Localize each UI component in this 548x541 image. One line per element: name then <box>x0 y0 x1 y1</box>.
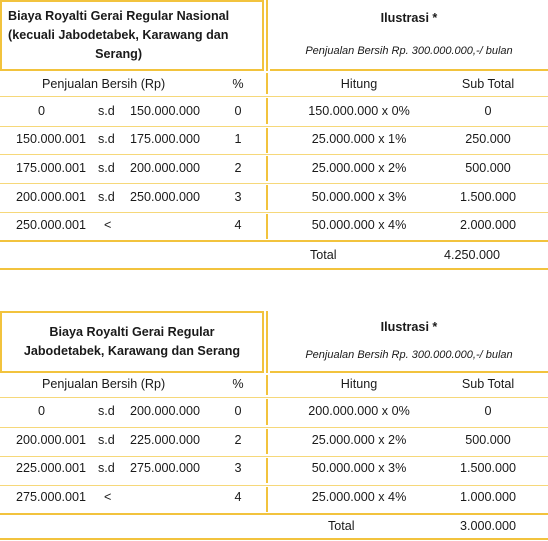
row-divider <box>0 485 548 486</box>
row-divider <box>0 240 548 242</box>
range-from: 0 <box>38 104 46 118</box>
range-sep: s.d <box>98 104 115 118</box>
column-divider <box>266 375 268 395</box>
column-divider <box>266 98 268 124</box>
subtotal: 1.000.000 <box>459 490 517 504</box>
col-header-hitung: Hitung <box>340 77 378 91</box>
column-divider <box>266 399 268 425</box>
total-value: 4.250.000 <box>444 248 501 262</box>
illustration-header <box>270 0 548 71</box>
range-sep: s.d <box>98 132 115 146</box>
hitung: 25.000.000 x 2% <box>311 161 407 175</box>
subtotal: 1.500.000 <box>459 461 517 475</box>
pct: 1 <box>234 132 242 146</box>
hitung: 50.000.000 x 4% <box>311 218 407 232</box>
range-to: 175.000.000 <box>130 132 201 146</box>
row-divider <box>0 456 548 457</box>
range-from: 0 <box>38 404 46 418</box>
subtotal: 500.000 <box>465 433 511 447</box>
title-line: Serang) <box>95 47 143 61</box>
illustration-subtitle: Penjualan Bersih Rp. 300.000.000,-/ bulan <box>305 349 513 361</box>
range-sep: s.d <box>98 433 115 447</box>
hitung: 150.000.000 x 0% <box>308 104 410 118</box>
col-header-pct: % <box>232 77 244 91</box>
col-header-subtotal: Sub Total <box>461 77 515 91</box>
hitung: 50.000.000 x 3% <box>311 190 407 204</box>
column-divider <box>266 311 268 373</box>
row-divider <box>0 538 548 540</box>
total-value: 3.000.000 <box>460 519 517 533</box>
range-from: 250.000.001 <box>15 218 86 232</box>
row-divider <box>0 154 548 155</box>
column-divider <box>266 487 268 512</box>
range-to: 250.000.000 <box>130 190 201 204</box>
range-sep: s.d <box>98 404 115 418</box>
row-divider <box>0 397 548 398</box>
range-to: 200.000.000 <box>130 161 201 175</box>
table-title <box>0 0 264 71</box>
subtotal: 2.000.000 <box>459 218 517 232</box>
row-divider <box>0 126 548 127</box>
total-label: Total <box>310 248 337 262</box>
col-header-subtotal: Sub Total <box>461 377 515 391</box>
range-sep: < <box>104 490 112 504</box>
column-divider <box>266 128 268 153</box>
royalty-table-jabodetabek <box>0 311 548 541</box>
hitung: 200.000.000 x 0% <box>308 404 410 418</box>
range-to: 275.000.000 <box>130 461 201 475</box>
pct: 3 <box>234 190 242 204</box>
column-divider <box>266 458 268 483</box>
column-divider <box>266 156 268 181</box>
subtotal: 1.500.000 <box>459 190 517 204</box>
range-from: 200.000.001 <box>15 190 86 204</box>
title-line: Jabodetabek, Karawang dan Serang <box>23 344 241 358</box>
pct: 0 <box>234 104 242 118</box>
subtotal: 500.000 <box>465 161 511 175</box>
range-to: 200.000.000 <box>130 404 201 418</box>
title-line: Biaya Royalti Gerai Regular Nasional <box>8 9 230 23</box>
hitung: 25.000.000 x 2% <box>311 433 407 447</box>
column-divider <box>266 185 268 210</box>
column-divider <box>266 73 268 94</box>
range-from: 150.000.001 <box>15 132 86 146</box>
hitung: 25.000.000 x 4% <box>311 490 407 504</box>
hitung: 50.000.000 x 3% <box>311 461 407 475</box>
hitung: 25.000.000 x 1% <box>311 132 407 146</box>
col-header-pct: % <box>232 377 244 391</box>
pct: 2 <box>234 161 242 175</box>
row-divider <box>0 513 548 515</box>
subtotal: 0 <box>484 404 492 418</box>
range-from: 225.000.001 <box>15 461 86 475</box>
range-to: 225.000.000 <box>130 433 201 447</box>
range-from: 175.000.001 <box>15 161 86 175</box>
range-from: 275.000.001 <box>15 490 86 504</box>
range-sep: s.d <box>98 461 115 475</box>
column-divider <box>266 0 268 71</box>
column-divider <box>266 429 268 454</box>
title-line: (kecuali Jabodetabek, Karawang dan <box>8 28 229 42</box>
col-header-range: Penjualan Bersih (Rp) <box>42 377 166 391</box>
pct: 4 <box>234 218 242 232</box>
col-header-hitung: Hitung <box>340 377 378 391</box>
row-divider <box>0 183 548 184</box>
pct: 3 <box>234 461 242 475</box>
row-divider <box>0 212 548 213</box>
table-title <box>0 311 264 373</box>
row-divider <box>0 268 548 270</box>
range-from: 200.000.001 <box>15 433 86 447</box>
pct: 0 <box>234 404 242 418</box>
pct: 4 <box>234 490 242 504</box>
illustration-subtitle: Penjualan Bersih Rp. 300.000.000,-/ bulan <box>305 45 513 57</box>
subtotal: 250.000 <box>465 132 511 146</box>
range-to: 150.000.000 <box>130 104 201 118</box>
row-divider <box>0 427 548 428</box>
pct: 2 <box>234 433 242 447</box>
range-sep: s.d <box>98 190 115 204</box>
illustration-header <box>270 311 548 373</box>
row-divider <box>0 96 548 97</box>
subtotal: 0 <box>484 104 492 118</box>
range-sep: < <box>104 218 112 232</box>
total-label: Total <box>328 519 355 533</box>
illustration-title: Ilustrasi * <box>380 320 438 334</box>
col-header-range: Penjualan Bersih (Rp) <box>42 77 166 91</box>
column-divider <box>266 214 268 239</box>
illustration-title: Ilustrasi * <box>380 11 438 25</box>
title-line: Biaya Royalti Gerai Regular <box>49 325 215 339</box>
range-sep: s.d <box>98 161 115 175</box>
